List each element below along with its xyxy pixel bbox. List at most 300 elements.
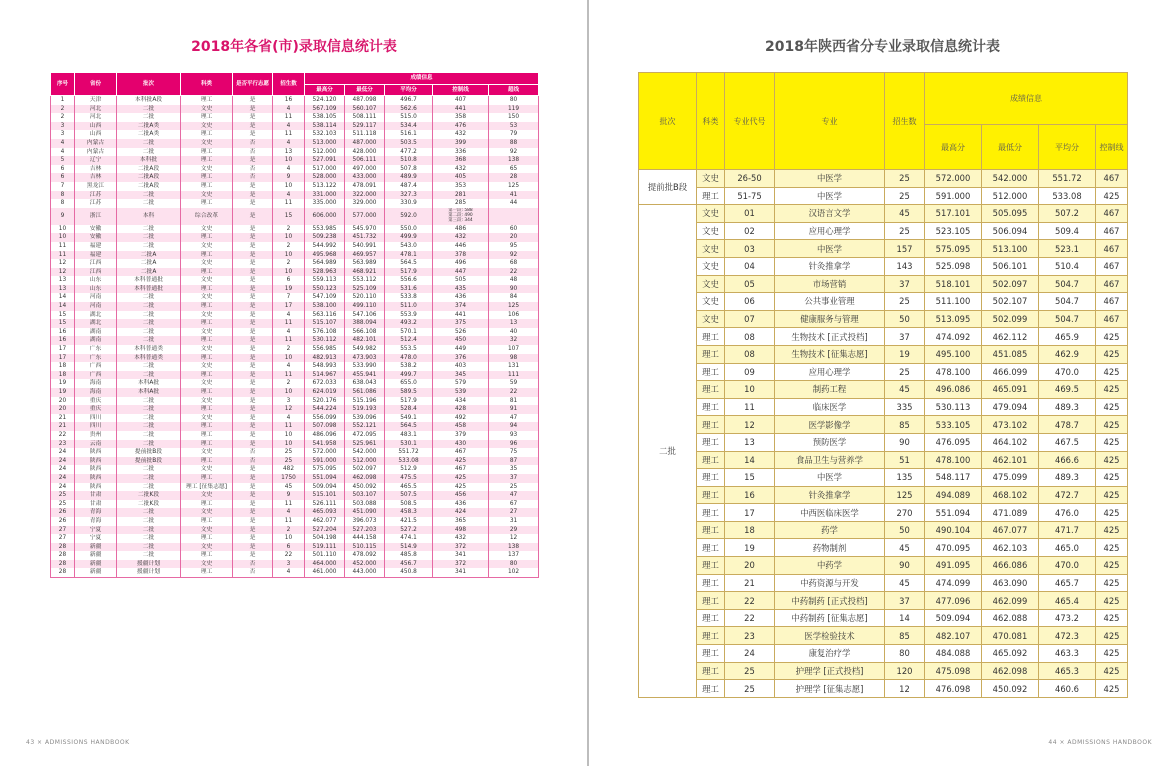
cell-min: 487.098: [345, 96, 385, 105]
table-row: [51, 276, 539, 285]
cell-parallel: 是: [233, 242, 273, 251]
cell-seq: 23: [51, 440, 75, 449]
cell-seq: 15: [51, 311, 75, 320]
cell-batch: 二批: [117, 534, 181, 543]
cell-control: 425: [1096, 662, 1128, 680]
cell-min: 472.095: [345, 431, 385, 440]
cell-seq: 27: [51, 534, 75, 543]
cell-over: 79: [489, 130, 539, 139]
cell-control: 281: [433, 191, 489, 200]
table-row: [51, 251, 539, 260]
cell-province: 海南: [75, 379, 117, 388]
cell-over: 29: [489, 526, 539, 535]
cell-control: 446: [433, 242, 489, 251]
cell-parallel: 是: [233, 345, 273, 354]
page-footer: 43 × ADMISSIONS HANDBOOK: [26, 739, 130, 746]
table-row: [51, 165, 539, 174]
cell-batch: 本科普通类: [117, 354, 181, 363]
cell-code: 19: [725, 539, 775, 557]
cell-control: 425: [1096, 433, 1128, 451]
header-avg: 平均分: [385, 85, 433, 96]
cell-enroll: 11: [273, 371, 305, 380]
cell-seq: 16: [51, 336, 75, 345]
cell-category: 文史: [181, 508, 233, 517]
cell-batch: 二批A: [117, 251, 181, 260]
cell-parallel: 是: [233, 105, 273, 114]
cell-min: 478.092: [345, 551, 385, 560]
cell-seq: 26: [51, 508, 75, 517]
cell-control: 424: [433, 508, 489, 517]
cell-category: 理工: [181, 113, 233, 122]
cell-min: 638.043: [345, 379, 385, 388]
cell-min: 478.091: [345, 182, 385, 191]
cell-avg: 517.9: [385, 268, 433, 277]
cell-over: 150: [489, 113, 539, 122]
cell-over: 119: [489, 105, 539, 114]
header-category: 科类: [697, 73, 725, 170]
cell-enroll: 10: [273, 534, 305, 543]
cell-max: 474.099: [925, 574, 982, 592]
cell-category: 理工: [181, 474, 233, 483]
cell-seq: 3: [51, 122, 75, 131]
cell-control: 450: [433, 336, 489, 345]
cell-category: 理工: [697, 680, 725, 698]
cell-seq: 24: [51, 448, 75, 457]
cell-min: 451.732: [345, 233, 385, 242]
cell-max: 515.107: [305, 319, 345, 328]
cell-control: 399: [433, 139, 489, 148]
cell-min: 467.077: [982, 521, 1039, 539]
cell-parallel: 是: [233, 328, 273, 337]
cell-category: 文史: [181, 397, 233, 406]
cell-avg: 508.5: [385, 500, 433, 509]
cell-max: 551.094: [305, 474, 345, 483]
cell-province: 广东: [75, 354, 117, 363]
cell-max: 513.000: [305, 139, 345, 148]
cell-max: 474.092: [925, 328, 982, 346]
cell-avg: 465.5: [385, 483, 433, 492]
cell-control: 476: [433, 122, 489, 131]
cell-seq: 25: [51, 500, 75, 509]
cell-min: 466.086: [982, 557, 1039, 575]
cell-seq: 28: [51, 560, 75, 569]
cell-enroll: 10: [273, 182, 305, 191]
cell-max: 523.105: [925, 222, 982, 240]
cell-avg: 534.4: [385, 122, 433, 131]
cell-parallel: 是: [233, 251, 273, 260]
cell-avg: 450.8: [385, 568, 433, 577]
cell-province: 甘肃: [75, 500, 117, 509]
cell-batch: 二批A段: [117, 182, 181, 191]
cell-enroll: 10: [273, 431, 305, 440]
cell-seq: 2: [51, 105, 75, 114]
cell-max: 476.095: [925, 433, 982, 451]
cell-avg: 483.1: [385, 431, 433, 440]
cell-max: 514.967: [305, 371, 345, 380]
cell-category: 文史: [181, 448, 233, 457]
cell-category: 理工: [697, 486, 725, 504]
cell-batch: 二批: [639, 205, 697, 698]
cell-parallel: 是: [233, 465, 273, 474]
cell-batch: 二批A类: [117, 122, 181, 131]
cell-major: 中药制药 [正式投档]: [775, 592, 885, 610]
cell-parallel: 否: [233, 148, 273, 157]
cell-enroll: 2: [273, 259, 305, 268]
cell-category: 理工: [181, 148, 233, 157]
cell-min: 545.970: [345, 225, 385, 234]
table-row: [51, 173, 539, 182]
cell-enroll: 19: [273, 285, 305, 294]
cell-over: 80: [489, 96, 539, 105]
cell-batch: 二批A: [117, 268, 181, 277]
cell-avg: 533.08: [1039, 187, 1096, 205]
cell-code: 22: [725, 592, 775, 610]
cell-control: 341: [433, 551, 489, 560]
cell-min: 475.099: [982, 469, 1039, 487]
cell-enroll: 157: [885, 240, 925, 258]
table-row: [51, 560, 539, 569]
cell-control: 425: [1096, 557, 1128, 575]
cell-major: 护理学 [正式投档]: [775, 662, 885, 680]
cell-control: 432: [433, 130, 489, 139]
cell-avg: 533.8: [385, 293, 433, 302]
cell-control: 425: [433, 474, 489, 483]
cell-category: 理工: [697, 521, 725, 539]
cell-enroll: 37: [885, 328, 925, 346]
cell-enroll: 50: [885, 521, 925, 539]
cell-min: 520.110: [345, 293, 385, 302]
cell-province: 福建: [75, 251, 117, 260]
cell-category: 理工: [181, 182, 233, 191]
cell-avg: 493.2: [385, 319, 433, 328]
cell-enroll: 10: [273, 156, 305, 165]
cell-code: 24: [725, 645, 775, 663]
cell-max: 606.000: [305, 208, 345, 225]
cell-parallel: 是: [233, 130, 273, 139]
table-row: [51, 328, 539, 337]
cell-max: 576.108: [305, 328, 345, 337]
cell-min: 547.106: [345, 311, 385, 320]
cell-parallel: 是: [233, 156, 273, 165]
cell-min: 497.000: [345, 165, 385, 174]
cell-province: 江西: [75, 259, 117, 268]
table-row: [51, 500, 539, 509]
cell-over: 138: [489, 543, 539, 552]
cell-max: 538.114: [305, 122, 345, 131]
cell-control: 375: [433, 319, 489, 328]
cell-enroll: 51: [885, 451, 925, 469]
cell-control: 425: [1096, 627, 1128, 645]
cell-category: 文史: [697, 257, 725, 275]
cell-min: 479.094: [982, 398, 1039, 416]
table-row: [51, 233, 539, 242]
cell-category: 文史: [181, 105, 233, 114]
cell-avg: 527.2: [385, 526, 433, 535]
table-row: [51, 311, 539, 320]
table-row: [51, 474, 539, 483]
cell-parallel: 是: [233, 96, 273, 105]
cell-max: 672.033: [305, 379, 345, 388]
table-row: [639, 257, 1128, 275]
cell-max: 509.238: [305, 233, 345, 242]
cell-min: 515.196: [345, 397, 385, 406]
cell-control: 425: [433, 457, 489, 466]
cell-province: 浙江: [75, 208, 117, 225]
cell-control: 456: [433, 491, 489, 500]
cell-max: 465.093: [305, 508, 345, 517]
cell-enroll: 90: [885, 557, 925, 575]
cell-max: 478.100: [925, 451, 982, 469]
cell-min: 473.102: [982, 416, 1039, 434]
cell-avg: 570.1: [385, 328, 433, 337]
cell-min: 552.121: [345, 422, 385, 431]
cell-code: 25: [725, 680, 775, 698]
cell-min: 566.108: [345, 328, 385, 337]
major-admission-table: [638, 72, 1128, 698]
cell-max: 591.000: [925, 187, 982, 205]
header-min: 最低分: [345, 85, 385, 96]
cell-seq: 4: [51, 148, 75, 157]
table-row: [51, 397, 539, 406]
cell-parallel: 是: [233, 543, 273, 552]
cell-control: 467: [433, 448, 489, 457]
cell-batch: 二批: [117, 371, 181, 380]
cell-parallel: 是: [233, 517, 273, 526]
cell-min: 450.092: [345, 483, 385, 492]
cell-avg: 456.7: [385, 560, 433, 569]
header-avg: 平均分: [1039, 125, 1096, 170]
cell-parallel: 是: [233, 182, 273, 191]
cell-batch: 二批: [117, 362, 181, 371]
cell-province: 陕西: [75, 483, 117, 492]
cell-min: 443.000: [345, 568, 385, 577]
cell-over: 59: [489, 379, 539, 388]
cell-major: 中药学: [775, 557, 885, 575]
cell-category: 文史: [697, 222, 725, 240]
cell-parallel: 否: [233, 448, 273, 457]
cell-avg: 507.2: [1039, 205, 1096, 223]
table-row: [51, 139, 539, 148]
cell-code: 20: [725, 557, 775, 575]
cell-parallel: 是: [233, 259, 273, 268]
cell-parallel: 是: [233, 293, 273, 302]
cell-max: 567.109: [305, 105, 345, 114]
cell-over: 37: [489, 474, 539, 483]
cell-parallel: 是: [233, 483, 273, 492]
cell-parallel: 否: [233, 560, 273, 569]
table-row: [51, 319, 539, 328]
cell-max: 541.958: [305, 440, 345, 449]
cell-over: 107: [489, 345, 539, 354]
cell-max: 528.963: [305, 268, 345, 277]
cell-province: 陕西: [75, 448, 117, 457]
cell-major: 中药制药 [征集志愿]: [775, 609, 885, 627]
cell-category: 理工: [697, 363, 725, 381]
cell-code: 12: [725, 416, 775, 434]
cell-parallel: 是: [233, 208, 273, 225]
cell-max: 530.113: [925, 398, 982, 416]
cell-province: 青海: [75, 508, 117, 517]
cell-min: 525.961: [345, 440, 385, 449]
cell-enroll: 4: [273, 165, 305, 174]
cell-batch: 二批: [117, 199, 181, 208]
table-row: [639, 469, 1128, 487]
cell-parallel: 是: [233, 500, 273, 509]
cell-enroll: 25: [885, 293, 925, 311]
cell-seq: 24: [51, 474, 75, 483]
cell-parallel: 否: [233, 173, 273, 182]
table-row: [51, 105, 539, 114]
table-row: [51, 483, 539, 492]
cell-over: 84: [489, 293, 539, 302]
cell-batch: 二批: [117, 233, 181, 242]
cell-enroll: 25: [885, 222, 925, 240]
header-enroll: 招生数: [885, 73, 925, 170]
cell-control: 368: [433, 156, 489, 165]
cell-category: 文史: [181, 225, 233, 234]
cell-over: 87: [489, 457, 539, 466]
cell-over: 48: [489, 276, 539, 285]
cell-control: 425: [1096, 680, 1128, 698]
cell-avg: 504.7: [1039, 293, 1096, 311]
cell-category: 理工: [697, 645, 725, 663]
cell-category: 理工: [181, 568, 233, 577]
header-control: 控制线: [433, 85, 489, 96]
cell-max: 490.104: [925, 521, 982, 539]
cell-avg: 475.5: [385, 474, 433, 483]
cell-code: 08: [725, 345, 775, 363]
cell-seq: 13: [51, 276, 75, 285]
header-scores: 成绩信息: [305, 73, 539, 85]
table-row: [639, 433, 1128, 451]
cell-seq: 28: [51, 543, 75, 552]
cell-min: 396.073: [345, 517, 385, 526]
cell-province: 广东: [75, 345, 117, 354]
cell-min: 462.098: [345, 474, 385, 483]
cell-enroll: 10: [273, 251, 305, 260]
cell-batch: 本科普通类: [117, 345, 181, 354]
cell-category: 文史: [181, 362, 233, 371]
cell-category: 理工: [181, 302, 233, 311]
cell-min: 455.941: [345, 371, 385, 380]
cell-max: 494.089: [925, 486, 982, 504]
cell-control: 425: [1096, 521, 1128, 539]
cell-category: 理工: [181, 130, 233, 139]
cell-over: 106: [489, 311, 539, 320]
cell-seq: 13: [51, 285, 75, 294]
cell-province: 安徽: [75, 225, 117, 234]
cell-category: 理工: [181, 233, 233, 242]
cell-code: 25: [725, 662, 775, 680]
cell-batch: 二批: [117, 319, 181, 328]
cell-category: 理工: [697, 627, 725, 645]
cell-seq: 28: [51, 551, 75, 560]
cell-seq: 20: [51, 405, 75, 414]
cell-avg: 471.7: [1039, 521, 1096, 539]
cell-min: 329.000: [345, 199, 385, 208]
cell-batch: 提前批B段: [117, 448, 181, 457]
cell-major: 药学: [775, 521, 885, 539]
cell-control: 425: [1096, 451, 1128, 469]
cell-enroll: 125: [885, 486, 925, 504]
cell-category: 理工: [181, 336, 233, 345]
cell-category: 理工: [181, 517, 233, 526]
cell-province: 陕西: [75, 465, 117, 474]
cell-batch: 二批: [117, 517, 181, 526]
cell-province: 山东: [75, 276, 117, 285]
cell-code: 17: [725, 504, 775, 522]
cell-batch: 二批: [117, 302, 181, 311]
cell-max: 475.098: [925, 662, 982, 680]
cell-category: 理工: [697, 609, 725, 627]
cell-seq: 20: [51, 397, 75, 406]
cell-min: 462.103: [982, 539, 1039, 557]
cell-max: 547.109: [305, 293, 345, 302]
cell-seq: 24: [51, 457, 75, 466]
cell-category: 理工: [697, 416, 725, 434]
cell-max: 524.120: [305, 96, 345, 105]
cell-batch: 本科A批: [117, 388, 181, 397]
cell-enroll: 9: [273, 173, 305, 182]
cell-enroll: 335: [885, 398, 925, 416]
cell-min: 433.000: [345, 173, 385, 182]
cell-min: 466.099: [982, 363, 1039, 381]
cell-category: 文史: [181, 259, 233, 268]
cell-batch: 二批: [117, 397, 181, 406]
cell-code: 26-50: [725, 170, 775, 188]
cell-max: 461.000: [305, 568, 345, 577]
cell-control: 425: [1096, 504, 1128, 522]
table-row: [51, 405, 539, 414]
cell-max: 470.095: [925, 539, 982, 557]
cell-max: 538.105: [305, 113, 345, 122]
cell-max: 517.101: [925, 205, 982, 223]
cell-category: 文史: [181, 543, 233, 552]
cell-min: 462.101: [982, 451, 1039, 469]
cell-max: 518.101: [925, 275, 982, 293]
cell-enroll: 4: [273, 328, 305, 337]
cell-batch: 二批: [117, 293, 181, 302]
cell-max: 486.096: [305, 431, 345, 440]
cell-enroll: 11: [273, 336, 305, 345]
cell-control: 467: [1096, 222, 1128, 240]
cell-major: 中医学: [775, 469, 885, 487]
cell-min: 553.112: [345, 276, 385, 285]
cell-major: 食品卫生与营养学: [775, 451, 885, 469]
table-row: [51, 534, 539, 543]
cell-enroll: 4: [273, 508, 305, 517]
cell-avg: 487.4: [385, 182, 433, 191]
table-row: [51, 362, 539, 371]
cell-avg: 478.0: [385, 354, 433, 363]
cell-province: 江苏: [75, 191, 117, 200]
cell-over: 20: [489, 233, 539, 242]
cell-batch: 本科批: [117, 156, 181, 165]
table-row: [639, 381, 1128, 399]
cell-enroll: 3: [273, 397, 305, 406]
cell-avg: 553.5: [385, 345, 433, 354]
cell-parallel: 是: [233, 311, 273, 320]
cell-min: 502.097: [982, 275, 1039, 293]
cell-batch: 二批: [117, 508, 181, 517]
cell-max: 482.913: [305, 354, 345, 363]
cell-enroll: 45: [885, 574, 925, 592]
table-row: [51, 242, 539, 251]
table-row: [51, 285, 539, 294]
cell-over: 40: [489, 328, 539, 337]
table-row: [51, 568, 539, 577]
cell-batch: 二批: [117, 225, 181, 234]
